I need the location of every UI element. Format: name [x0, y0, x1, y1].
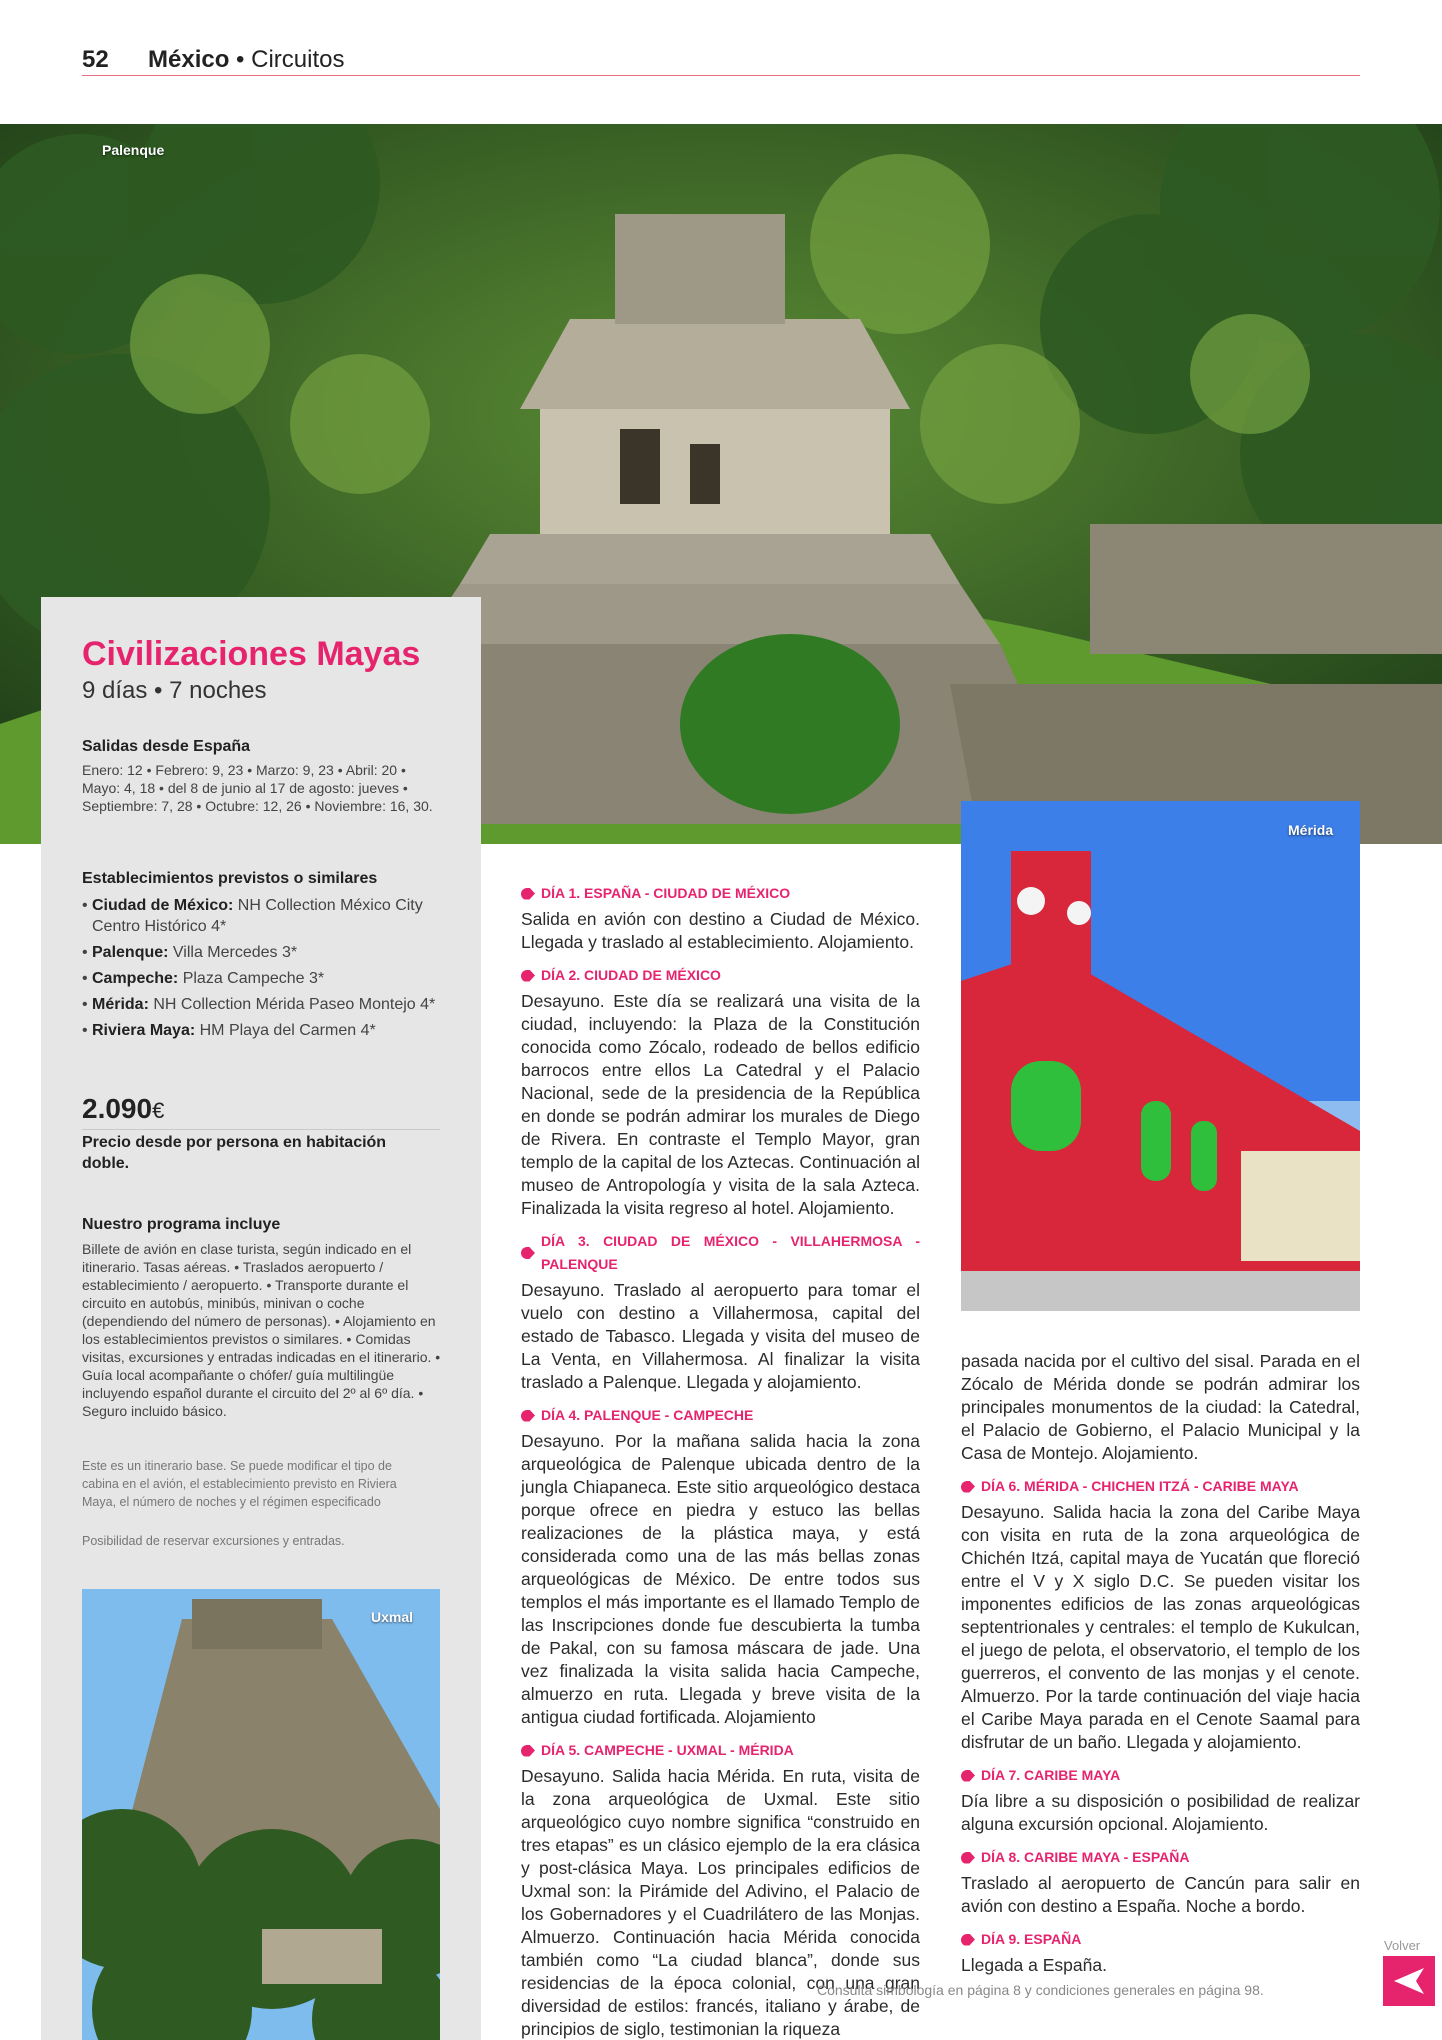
- day-heading: DÍA 7. CARIBE MAYA: [961, 1764, 1360, 1787]
- day-heading: DÍA 9. ESPAÑA: [961, 1928, 1360, 1951]
- page-section-title: [148, 46, 344, 74]
- price-block: [82, 1093, 440, 1130]
- day-heading: DÍA 5. CAMPECHE - UXMAL - MÉRIDA: [521, 1739, 920, 1762]
- day-text: Día libre a su disposición o posibilidad de realizar alguna excursión opcional. Alojamiento.: [961, 1791, 1360, 1834]
- hotels-list: [82, 895, 442, 1046]
- hotel-item: • Palenque: Villa Mercedes 3*: [82, 942, 442, 963]
- day-text: Desayuno. Salida hacia la zona del Caribe Maya con visita en ruta de la zona arqueológica de Chichén Itzá, capital maya de Yucatán que floreció entre el V y X siglo D.C. Se pueden visitar los imponentes edificios de las zonas arqueológicas septentrionales y centrales: el templo de Kukulcan, el juego de pelota, el observatorio, el templo de los guerreros, el convento de las monjas y el cenote. Almuerzo. Por la tarde continuación del viaje hacia el Caribe Maya parada en el Cenote Saamal para disfrutar de un baño. Llegada y alojamiento.: [961, 1502, 1360, 1752]
- arrow-bullet-icon: [521, 1247, 535, 1259]
- day-text: Salida en avión con destino a Ciudad de México. Llegada y traslado al establecimiento. Alojamiento.: [521, 909, 920, 952]
- photo-merida: [961, 801, 1360, 1311]
- hotel-item: • Mérida: NH Collection Mérida Paseo Montejo 4*: [82, 994, 442, 1015]
- arrow-bullet-icon: [521, 888, 535, 900]
- day-text: Desayuno. Por la mañana salida hacia la zona arqueológica de Palenque ubicada dentro de la jungla Chiapaneca. Este sitio arqueológico destaca porque ofrece en piedra y estuco las bellas realizaciones de la plástica maya, y está considerada como una de las más bellas zonas arqueológicas de México. De entre todos sus templos el más importante es el llamado Templo de las Inscripciones donde fue descubierta la tumba de Pakal, con su famosa máscara de jade. Una vez finalizada la visita salida hacia Campeche, almuerzo en ruta. Llegada y breve visita de la antigua ciudad fortificada. Alojamiento: [521, 1431, 920, 1727]
- subsection-name: Circuitos: [251, 46, 345, 73]
- day-text: Desayuno. Salida hacia Mérida. En ruta, visita de la zona arqueológica de Uxmal. Este sitio arqueológico cuyo nombre significa “construido en tres etapas” es un clásico ejemplo de la era clásica y post-clásica Maya. Los principales edificios de Uxmal son: la Pirámide del Adivino, el Palacio de los Gobernadores y el Cuadrilátero de las Monjas. Almuerzo. Continuación hacia Mérida conocida también como “La ciudad blanca”, donde sus residencias de la época colonial, con una gran diversidad de estilos: francés, italiano y árabe, de principios de siglo, testimonian la riqueza: [521, 1766, 920, 2039]
- day-text-continued: pasada nacida por el cultivo del sisal. Parada en el Zócalo de Mérida donde se podrán admirar los principales monumentos de la ciudad: la Catedral, el Palacio de Gobierno, el Palacio Municipal y la Casa de Montejo. Alojamiento.: [961, 1351, 1360, 1463]
- includes-heading: Nuestro programa incluye: [82, 1216, 281, 1233]
- day-text: Traslado al aeropuerto de Cancún para salir en avión con destino a España. Noche a bordo.: [961, 1873, 1360, 1916]
- arrow-bullet-icon: [961, 1770, 975, 1782]
- price-currency: €: [152, 1098, 165, 1123]
- day-text: Desayuno. Traslado al aeropuerto para tomar el vuelo con destino a Villahermosa, capital del estado de Tabasco. Llegada y visita del museo de La Venta, en Villahermosa. Al finalizar la visita traslado a Palenque. Llegada y alojamiento.: [521, 1280, 920, 1392]
- arrow-bullet-icon: [961, 1852, 975, 1864]
- merida-illustration: [961, 801, 1360, 1311]
- day-text: Llegada a España.: [961, 1955, 1107, 1975]
- price-note: Precio desde por persona en habitación doble.: [82, 1134, 387, 1172]
- footer-note: Consulta simbología en página 8 y condiciones generales en página 98.: [817, 1982, 1264, 1998]
- photo-label-uxmal: Uxmal: [371, 1609, 414, 1625]
- arrow-bullet-icon: [961, 1481, 975, 1493]
- arrow-bullet-icon: [521, 1410, 535, 1422]
- excursions-note: Posibilidad de reservar excursiones y entradas.: [82, 1534, 345, 1548]
- back-arrow-icon: [1394, 1968, 1424, 1994]
- trip-title: Civilizaciones Mayas: [82, 635, 421, 673]
- arrow-bullet-icon: [961, 1934, 975, 1946]
- day-heading: DÍA 4. PALENQUE - CAMPECHE: [521, 1404, 920, 1427]
- photo-label-palenque: Palenque: [102, 142, 165, 158]
- hotel-item: • Ciudad de México: NH Collection México City Centro Histórico 4*: [82, 895, 442, 937]
- photo-label-merida: Mérida: [1288, 822, 1334, 838]
- arrow-bullet-icon: [521, 970, 535, 982]
- trip-duration: 9 días • 7 noches: [82, 677, 267, 704]
- day-heading: DÍA 2. CIUDAD DE MÉXICO: [521, 964, 920, 987]
- arrow-bullet-icon: [521, 1745, 535, 1757]
- day-heading: DÍA 8. CARIBE MAYA - ESPAÑA: [961, 1846, 1360, 1869]
- itinerary-column-1: [521, 882, 920, 2040]
- hotel-item: • Campeche: Plaza Campeche 3*: [82, 968, 442, 989]
- uxmal-illustration: [82, 1589, 440, 2040]
- departures-heading: Salidas desde España: [82, 738, 251, 755]
- hotel-item: • Riviera Maya: HM Playa del Carmen 4*: [82, 1020, 442, 1041]
- day-heading: DÍA 6. MÉRIDA - CHICHEN ITZÁ - CARIBE MAYA: [961, 1475, 1360, 1498]
- departures-dates: Enero: 12 • Febrero: 9, 23 • Marzo: 9, 23 • Abril: 20 • Mayo: 4, 18 • del 8 de junio al 17 de agosto: jueves • Septiembre: 7, 28 • Octubre: 12, 26 • Noviembre: 16, 30.: [82, 762, 433, 814]
- itinerary-column-2: [961, 1350, 1360, 1977]
- day-heading: DÍA 1. ESPAÑA - CIUDAD DE MÉXICO: [521, 882, 920, 905]
- itinerary-note: Este es un itinerario base. Se puede modificar el tipo de cabina en el avión, el establecimiento previsto en Riviera Maya, el número de noches y el régimen especificado: [82, 1459, 397, 1509]
- title-separator: •: [229, 46, 252, 73]
- hotels-heading: Establecimientos previstos o similares: [82, 870, 378, 887]
- includes-text: Billete de avión en clase turista, según indicado en el itinerario. Tasas aéreas. • Traslados aeropuerto / establecimiento / aeropuerto. • Transporte durante el circuito en autobús, minibús, minivan o coche (dependiendo del número de personas). • Alojamiento en los establecimientos previstos o similares. • Comidas visitas, excursiones y entradas indicadas en el itinerario. • Guía local acompañante o chófer/ guía multilingüe incluyendo español durante el circuito del 2º al 6º día. • Seguro incluido básico.: [82, 1241, 441, 1419]
- photo-uxmal: [82, 1589, 440, 2040]
- page-header: [82, 46, 1360, 76]
- back-button[interactable]: [1383, 1956, 1435, 2006]
- back-label: Volver: [1384, 1938, 1421, 1953]
- day-heading: DÍA 3. CIUDAD DE MÉXICO - VILLAHERMOSA - PALENQUE: [521, 1230, 920, 1276]
- section-name: México: [148, 46, 230, 73]
- price-amount: 2.090: [82, 1093, 153, 1124]
- day-text: Desayuno. Este día se realizará una visita de la ciudad, incluyendo: la Plaza de la Constitución conocida como Zócalo, rodeado de bellos edificio barrocos entre ellos La Catedral y el Palacio Nacional, sede de la presidencia de la República en donde se podrán admirar los murales de Diego de Rivera. En contraste el Templo Mayor, gran templo de la capital de los Aztecas. Continuación al museo de Antropología y visita de la sala Azteca. Finalizada la visita regreso al hotel. Alojamiento.: [521, 991, 920, 1218]
- page-number: 52: [82, 46, 109, 73]
